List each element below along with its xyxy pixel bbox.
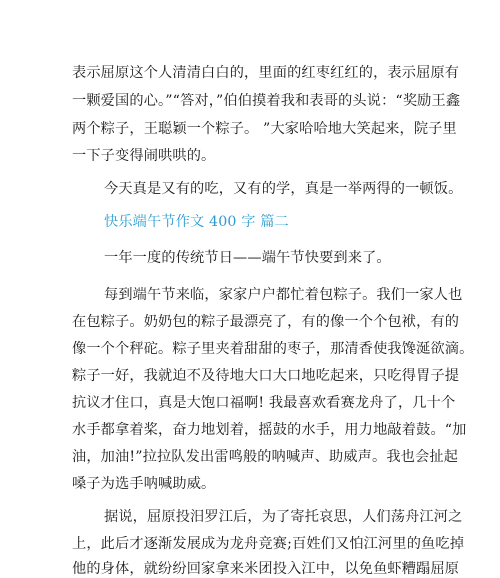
text-line: 像一个个秤砣。粽子里夹着甜甜的枣子，那清香使我馋涎欲滴。 — [72, 341, 474, 357]
text-line: 两个粽子，王聪颖一个粽子。 ”大家哈哈地大笑起来，院子里 — [72, 121, 457, 137]
text-line: 上，此后才逐渐发展成为龙舟竞赛;百姓们又怕江河里的鱼吃掉 — [72, 536, 465, 552]
text-line: 在包粽子。奶奶包的粽子最漂亮了，有的像一个个包袱，有的 — [72, 314, 460, 330]
text-line: 水手都拿着桨，奋力地划着，摇鼓的水手，用力地敲着鼓。“加 — [72, 422, 467, 438]
text-line: 表示屈原这个人清清白白的，里面的红枣红红的，表示屈原有 — [72, 65, 460, 81]
text-line: 今天真是又有的吃，又有的学，真是一举两得的一顿饭。 — [104, 181, 463, 197]
text-line: 嗓子为选手呐喊助威。 — [72, 476, 216, 492]
text-line: 一颗爱国的心。”“答对，”伯伯摸着我和表哥的头说：“奖励王鑫 — [72, 93, 461, 109]
text-line: 一年一度的传统节日——端午节快要到来了。 — [104, 250, 391, 266]
text-line: 每到端午节来临，家家户户都忙着包粽子。我们一家人也 — [104, 287, 463, 303]
text-line: 抗议才住口，真是大饱口福啊! 我最喜欢看赛龙舟了，几十个 — [72, 395, 456, 411]
text-line: 一下子变得闹哄哄的。 — [72, 148, 216, 164]
text-line: 油，加油!”拉拉队发出雷鸣般的呐喊声、助威声。我也会扯起 — [72, 449, 459, 465]
section-heading: 快乐端午节作文 400 字 篇二 — [104, 214, 289, 230]
text-line: 粽子一好，我就迫不及待地大口大口地吃起来，只吃得胃子提 — [72, 368, 460, 384]
text-line: 据说，屈原投汨罗江后，为了寄托哀思，人们荡舟江河之 — [104, 509, 463, 525]
text-line: 他的身体，就纷纷回家拿来米团投入江中，以免鱼虾糟蹋屈原 — [72, 561, 460, 577]
